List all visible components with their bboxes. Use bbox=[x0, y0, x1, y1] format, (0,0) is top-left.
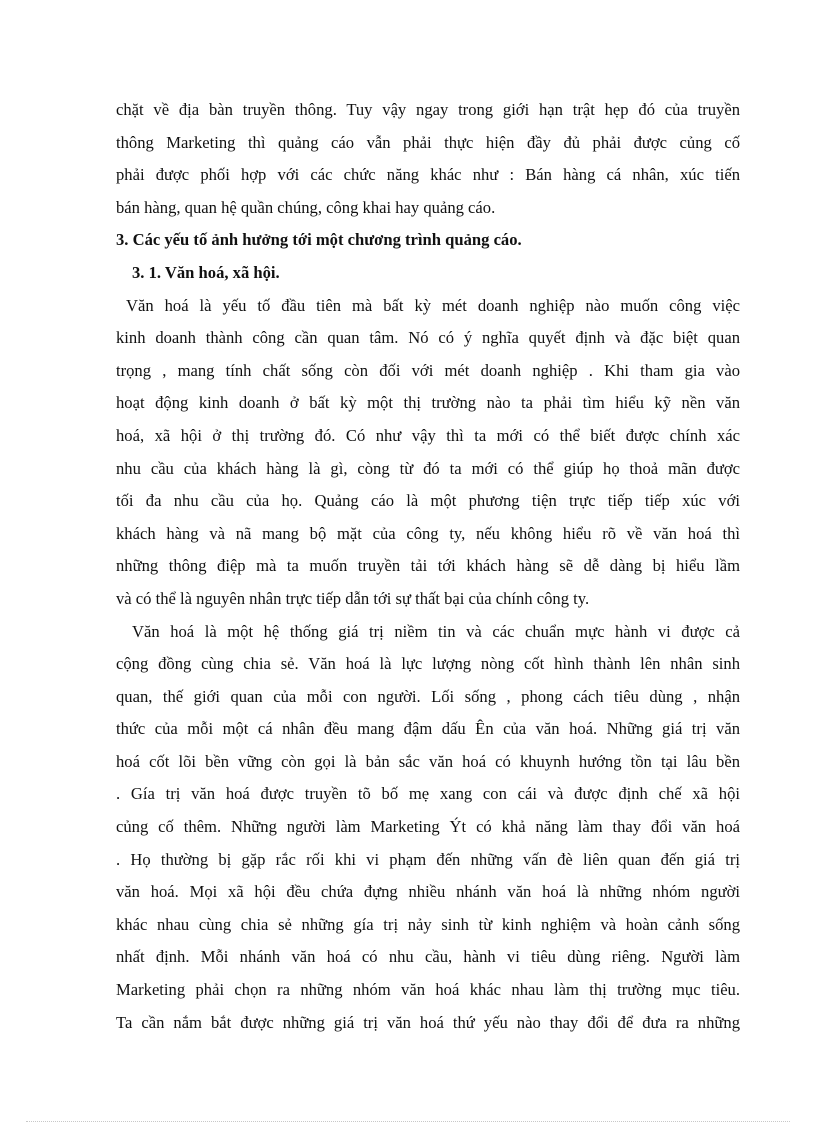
paragraph-culture-1 bbox=[116, 290, 740, 616]
text-line: Văn hoá là một hệ thống giá trị niềm tin và các chuẩn mực hành vi được cả bbox=[132, 621, 740, 641]
text-line: . Gía trị văn hoá được truyền tõ bố mẹ xang con cái và được định chế xã hội bbox=[116, 784, 740, 804]
text-line: bán hàng, quan hệ quần chúng, công khai hay quảng cáo. bbox=[116, 197, 496, 217]
text-line: hoạt động kinh doanh ở bất kỳ một thị trường nào ta phải tìm hiểu kỹ nền văn bbox=[116, 393, 740, 413]
text-line: củng cố thêm. Những người làm Marketing Ýt có khả năng làm thay đổi văn hoá bbox=[116, 817, 740, 837]
page-bottom-border bbox=[26, 1121, 790, 1122]
text-line: văn hoá. Mọi xã hội đều chứa đựng nhiều nhánh văn hoá là những nhóm người bbox=[116, 882, 740, 902]
text-line: . Họ thường bị gặp rắc rối khi vi phạm đến những vấn đè liên quan đến giá trị bbox=[116, 849, 740, 869]
document-body bbox=[116, 94, 740, 1039]
text-line: Văn hoá là yếu tố đầu tiên mà bất kỳ mét doanh nghiệp nào muốn công việc bbox=[126, 295, 740, 315]
text-line: Ta cần nắm bắt được những giá trị văn hoá thứ yếu nào thay đổi để đưa ra những bbox=[116, 1012, 740, 1032]
section-heading: 3. Các yếu tố ảnh hưởng tới một chương trình quảng cáo. bbox=[116, 230, 522, 250]
paragraph-culture-2 bbox=[116, 616, 740, 1040]
text-line: và có thể là nguyên nhân trực tiếp dẫn tới sự thất bại của chính công ty. bbox=[116, 588, 590, 608]
text-line: tối đa nhu cầu của họ. Quảng cáo là một phương tiện trực tiếp tiếp xúc với bbox=[116, 491, 740, 511]
text-line: chặt về địa bàn truyền thông. Tuy vậy ngay trong giới hạn trật hẹp đó của truyền bbox=[116, 100, 740, 119]
text-line: hoá, xã hội ở thị trường đó. Có như vậy thì ta mới có thể biết được chính xác bbox=[116, 425, 740, 445]
text-line: khách hàng và nã mang bộ mặt của công ty, nếu không hiểu rõ về văn hoá thì bbox=[116, 523, 740, 543]
subsection-heading: 3. 1. Văn hoá, xã hội. bbox=[132, 262, 280, 282]
text-line: thông Marketing thì quảng cáo vẫn phải thực hiện đầy đủ phải được củng cố bbox=[116, 132, 740, 152]
text-line: khác nhau cùng chia sẻ những gía trị nảy sinh từ kinh nghiệm và hoàn cảnh sống bbox=[116, 914, 740, 934]
text-line: hoá cốt lõi bền vững còn gọi là bản sắc văn hoá có khuynh hướng tồn tại lâu bền bbox=[116, 751, 740, 771]
text-line: những thông điệp mà ta muốn truyền tải tới khách hàng sẽ dễ dàng bị hiểu lầm bbox=[116, 556, 740, 576]
text-line: kinh doanh thành công cần quan tâm. Nó có ý nghĩa quyết định và đặc biệt quan bbox=[116, 328, 740, 348]
text-line: phải được phối hợp với các chức năng khác như : Bán hàng cá nhân, xúc tiến bbox=[116, 165, 740, 185]
text-line: thức của mỗi một cá nhân đều mang đậm dấu Ên của văn hoá. Những giá trị văn bbox=[116, 719, 740, 739]
text-line: quan, thế giới quan của mỗi con người. Lối sống , phong cách tiêu dùng , nhận bbox=[116, 686, 740, 706]
paragraph-intro bbox=[116, 94, 740, 224]
text-line: cộng đồng cùng chia sẻ. Văn hoá là lực lượng nòng cốt hình thành lên nhân sinh bbox=[116, 654, 740, 674]
text-line: trọng , mang tính chất sống còn đối với mét doanh nghiệp . Khi tham gia vào bbox=[116, 360, 740, 380]
text-line: nhu cầu của khách hàng là gì, còng từ đó ta mới có thể giúp họ thoả mãn được bbox=[116, 458, 740, 478]
text-line: nhất định. Mỗi nhánh văn hoá có nhu cầu, hành vi tiêu dùng riêng. Người làm bbox=[116, 947, 740, 967]
text-line: Marketing phải chọn ra những nhóm văn hoá khác nhau làm thị trường mục tiêu. bbox=[116, 980, 740, 1000]
